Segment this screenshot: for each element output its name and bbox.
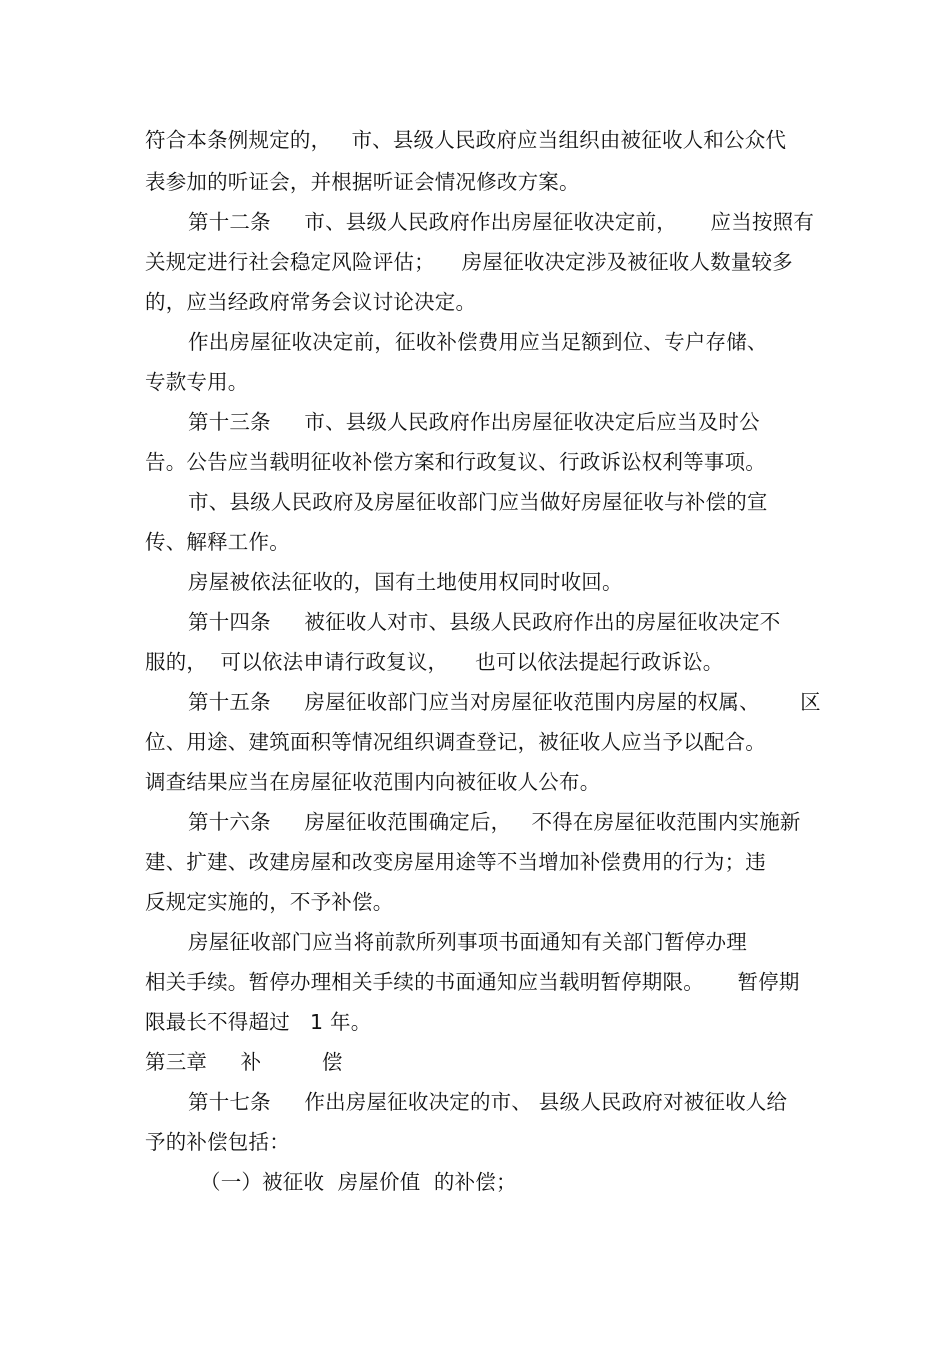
chapter-heading: 第三章 补 偿 xyxy=(145,1050,343,1074)
text-line: 服的， 可以依法申请行政复议， 也可以依法提起行政诉讼。 xyxy=(145,650,724,674)
text-line: 告。公告应当载明征收补偿方案和行政复议、行政诉讼权利等事项。 xyxy=(145,450,766,474)
paragraph-start-line: 房屋征收部门应当将前款所列事项书面通知有关部门暂停办理 xyxy=(188,930,747,954)
paragraph-start-line: 市、县级人民政府及房屋征收部门应当做好房屋征收与补偿的宣 xyxy=(188,490,768,514)
text-line: 位、用途、建筑面积等情况组织调查登记，被征收人应当予以配合。 xyxy=(145,730,766,754)
text-line: 相关手续。暂停办理相关手续的书面通知应当载明暂停期限。 暂停期 xyxy=(145,970,800,994)
article-14-heading-line: 第十四条 被征收人对市、县级人民政府作出的房屋征收决定不 xyxy=(188,610,781,634)
text-line: 关规定进行社会稳定风险评估； 房屋征收决定涉及被征收人数量较多 xyxy=(145,250,793,274)
article-12-heading-line: 第十二条 市、县级人民政府作出房屋征收决定前， 应当按照有 xyxy=(188,210,815,234)
text-line: 表参加的听证会，并根据听证会情况修改方案。 xyxy=(145,170,580,194)
text-line: 限最长不得超过 1 年。 xyxy=(145,1010,372,1034)
article-13-heading-line: 第十三条 市、县级人民政府作出房屋征收决定后应当及时公 xyxy=(188,410,760,434)
paragraph-start-line: 作出房屋征收决定前，征收补偿费用应当足额到位、专户存储、 xyxy=(188,330,768,354)
article-17-heading-line: 第十七条 作出房屋征收决定的市、 县级人民政府对被征收人给 xyxy=(188,1090,788,1114)
text-line: 传、解释工作。 xyxy=(145,530,290,554)
text-line: 调查结果应当在房屋征收范围内向被征收人公布。 xyxy=(145,770,601,794)
paragraph-start-line: 房屋被依法征收的，国有土地使用权同时收回。 xyxy=(188,570,623,594)
text-line: 建、扩建、改建房屋和改变房屋用途等不当增加补偿费用的行为；违 xyxy=(145,850,766,874)
list-item: （一）被征收 房屋价值 的补偿； xyxy=(200,1170,517,1194)
article-16-heading-line: 第十六条 房屋征收范围确定后， 不得在房屋征收范围内实施新 xyxy=(188,810,801,834)
text-line: 的，应当经政府常务会议讨论决定。 xyxy=(145,290,477,314)
text-line: 专款专用。 xyxy=(145,370,249,394)
article-15-heading-line: 第十五条 房屋征收部门应当对房屋征收范围内房屋的权属、 区 xyxy=(188,690,821,714)
text-line: 反规定实施的，不予补偿。 xyxy=(145,890,394,914)
text-line: 予的补偿包括： xyxy=(145,1130,290,1154)
text-line: 符合本条例规定的， 市、县级人民政府应当组织由被征收人和公众代 xyxy=(145,128,787,152)
